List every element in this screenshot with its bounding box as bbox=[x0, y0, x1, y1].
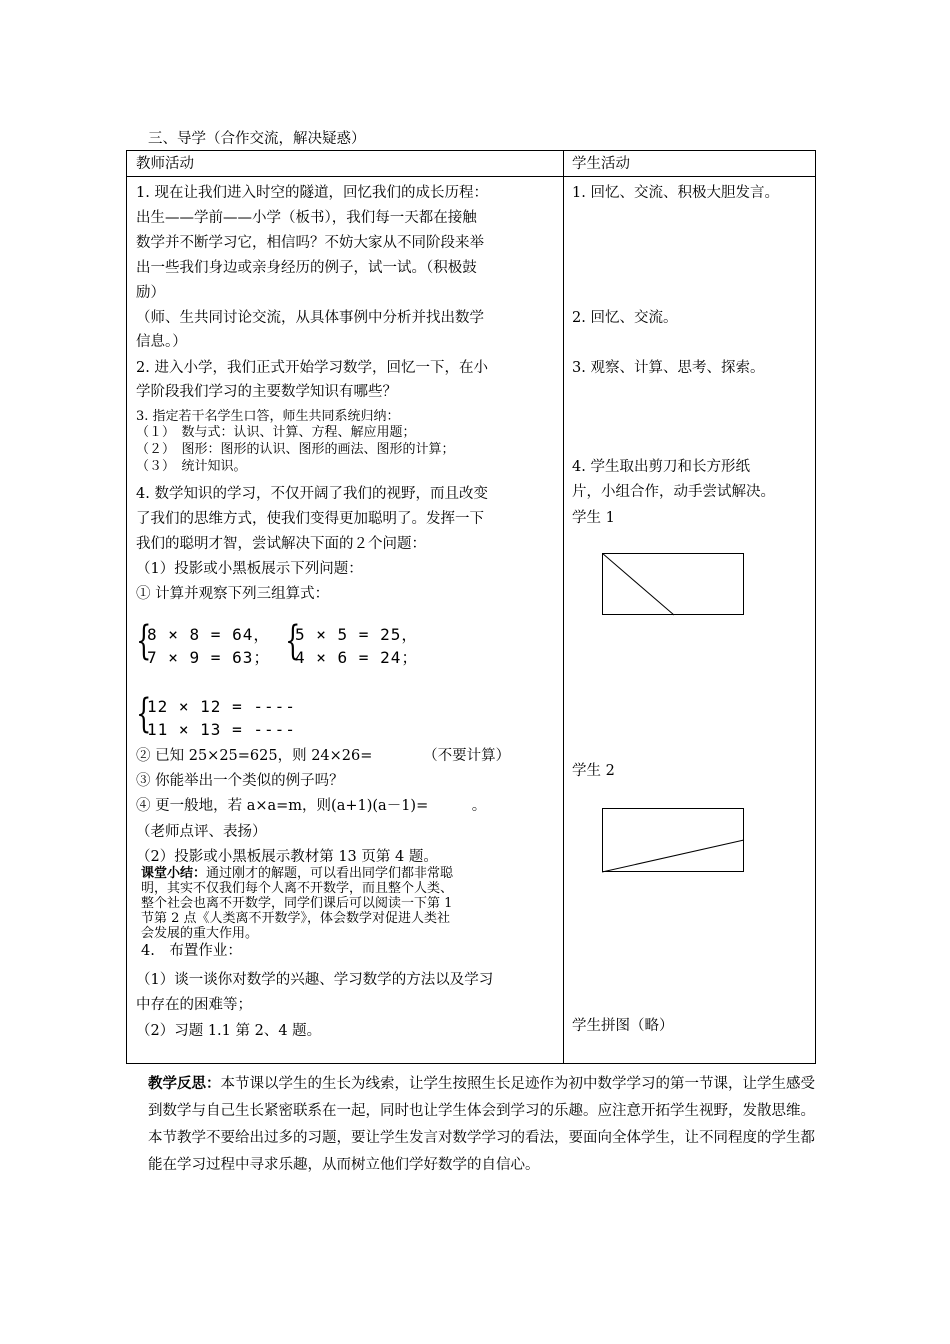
header-teacher: 教师活动 bbox=[136, 156, 194, 172]
teacher-p4-line: （１） 数与式：认识、计算、方程、解应用题； bbox=[136, 425, 416, 440]
equation-line: 5 × 5 = 25， bbox=[295, 625, 419, 644]
teacher-p5-line: 4. 数学知识的学习，不仅开阔了我们的视野，而且改变 bbox=[136, 486, 488, 502]
teacher-praise: （老师点评、表扬） bbox=[136, 824, 267, 840]
brace-icon: { bbox=[285, 618, 301, 664]
reflection-text: 本节课以学生的生长为线索，让学生按照生长足迹作为初中数学学习的第一节课，让学生感受到数学与自己生长紧密联系在一起，同时也让学生体会到学习的乐趣。应注意开拓学生视野，发散思维。本节教学不要给出过多的习题，要让学生发言对数学学习的看法，要面向全体学生，让不同程度的学生都能在学习过程中寻求乐趣，从而树立他们学好数学的自信心。 bbox=[148, 1076, 815, 1173]
teacher-p5-line: 了我们的思维方式，使我们变得更加聪明了。发挥一下 bbox=[136, 511, 484, 527]
lesson-table bbox=[126, 150, 816, 1064]
teacher-p5-line: 我们的聪明才智，尝试解决下面的２个问题： bbox=[136, 536, 426, 552]
teacher-p6: （1）投影或小黑板展示下列问题： bbox=[136, 561, 363, 577]
homework-line: （2）习题 1.1 第 2、4 题。 bbox=[136, 1023, 322, 1039]
student-result: 学生拼图（略） bbox=[572, 1018, 674, 1034]
student-s3: 3. 观察、计算、思考、探索。 bbox=[572, 360, 765, 376]
brace-icon: { bbox=[136, 691, 152, 737]
equation-line: 4 × 6 = 24； bbox=[295, 648, 419, 667]
equation-line: 7 × 9 = 63； bbox=[147, 648, 271, 667]
question-3: ③ 你能举出一个类似的例子吗？ bbox=[136, 773, 344, 789]
homework-title: 4. 布置作业： bbox=[141, 943, 242, 959]
reflection-label: 教学反思： bbox=[148, 1075, 221, 1092]
teacher-p2-line: （师、生共同讨论交流，从具体事例中分析并找出数学 bbox=[136, 310, 484, 326]
teacher-p1-line: 励） bbox=[136, 285, 165, 301]
homework-line: 中存在的困难等； bbox=[136, 997, 252, 1013]
teacher-p3-line: 2. 进入小学，我们正式开始学习数学，回忆一下，在小 bbox=[136, 360, 488, 376]
teacher-p1-line: 出一些我们身边或亲身经历的例子，试一试。（积极鼓 bbox=[136, 260, 477, 276]
equation-line: 8 × 8 = 64， bbox=[147, 625, 271, 644]
student-2-label: 学生 2 bbox=[572, 763, 615, 779]
column-divider bbox=[563, 151, 564, 1063]
teacher-p4-line: （３） 统计知识。 bbox=[136, 459, 247, 474]
teacher-p4-line: 3. 指定若干名学生口答，师生共同系统归纳： bbox=[136, 409, 400, 424]
teacher-p1-line: 数学并不断学习它，相信吗？不妨大家从不同阶段来举 bbox=[136, 235, 484, 251]
rectangle-cut-diagonal-diagram bbox=[602, 553, 746, 617]
student-s4-line: 片，小组合作，动手尝试解决。 bbox=[572, 484, 775, 500]
section-title: 三、导学（合作交流，解决疑惑） bbox=[148, 131, 366, 147]
teacher-p3-line: 学阶段我们学习的主要数学知识有哪些？ bbox=[136, 384, 397, 400]
summary-line: 整个社会也离不开数学，同学们课后可以阅读一下第 1 bbox=[141, 896, 453, 911]
equation-line: 11 × 13 = ---- bbox=[147, 720, 296, 739]
student-1-label: 学生 1 bbox=[572, 510, 615, 526]
teacher-p4-line: （２） 图形：图形的认识、图形的画法、图形的计算； bbox=[136, 442, 455, 457]
rectangle-cut-long-diagram bbox=[602, 808, 746, 874]
student-s1: 1. 回忆、交流、积极大胆发言。 bbox=[572, 185, 779, 201]
teacher-p1-line: 出生——学前——小学（板书），我们每一天都在接触 bbox=[136, 210, 477, 226]
header-divider bbox=[127, 176, 815, 177]
equation-line: 12 × 12 = ---- bbox=[147, 697, 296, 716]
summary-line: 明，其实不仅我们每个人离不开数学，而且整个人类、 bbox=[141, 881, 454, 896]
summary-label: 课堂小结： bbox=[141, 866, 207, 881]
teacher-p8: （2）投影或小黑板展示教材第 13 页第 4 题。 bbox=[136, 849, 438, 865]
summary-line: 会发展的重大作用。 bbox=[141, 926, 259, 941]
teacher-p2-line: 信息。） bbox=[136, 334, 187, 350]
student-s4-line: 4. 学生取出剪刀和长方形纸 bbox=[572, 459, 750, 475]
brace-icon: { bbox=[136, 618, 152, 664]
student-s2: 2. 回忆、交流。 bbox=[572, 310, 678, 326]
summary-line: 节第 2 点《人类离不开数学》，体会数学对促进人类社 bbox=[141, 911, 451, 926]
question-2: ② 已知 25×25=625，则 24×26= （不要计算） bbox=[136, 748, 511, 764]
summary-line: 课堂小结：通过刚才的解题，可以看出同学们都非常聪 bbox=[141, 866, 454, 881]
teacher-p1-line: 1. 现在让我们进入时空的隧道，回忆我们的成长历程： bbox=[136, 185, 488, 201]
teaching-reflection bbox=[148, 1070, 828, 1179]
question-4: ④ 更一般地，若 a×a=m，则(a+1)(a－1)= 。 bbox=[136, 798, 487, 814]
teacher-p7: ① 计算并观察下列三组算式： bbox=[136, 586, 330, 602]
homework-line: （1）谈一谈你对数学的兴趣、学习数学的方法以及学习 bbox=[136, 972, 494, 988]
header-student: 学生活动 bbox=[572, 156, 630, 172]
